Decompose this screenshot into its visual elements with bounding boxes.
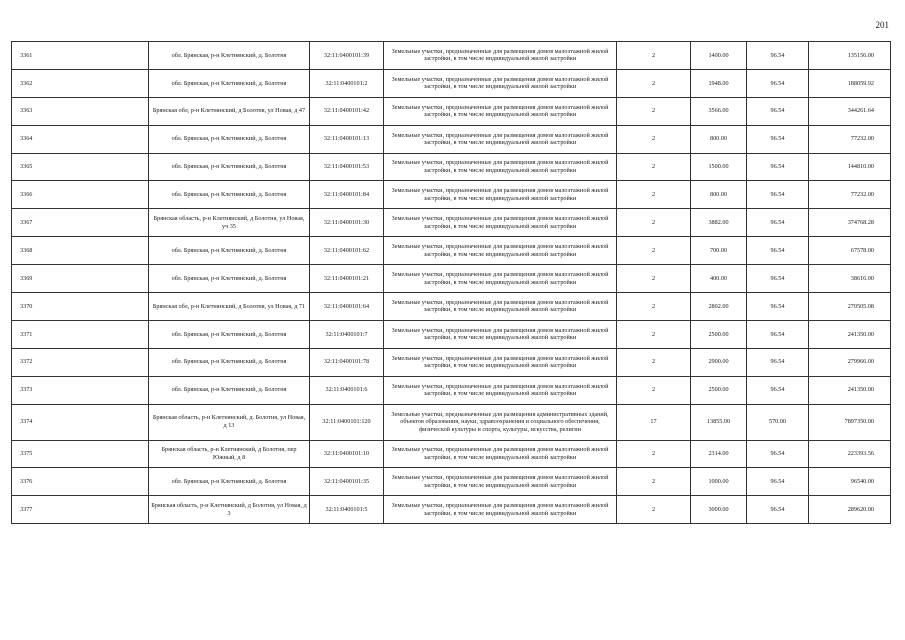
unit-value-cell: 96.54: [747, 181, 809, 209]
unit-value-cell: 96.54: [747, 265, 809, 293]
area-cell: 1400.00: [691, 42, 747, 70]
table-body: [12, 42, 891, 524]
zone-group-cell: 2: [617, 97, 691, 125]
address-cell: обл. Брянская, р-н Клетнянский, д. Болотня: [149, 468, 310, 496]
cadastral-cost-cell: 241350.00: [809, 320, 891, 348]
land-use-cell: Земельные участки, предназначенные для размещения домов малоэтажной жилой застройки, в том числе индивидуальной жилой застройки: [384, 125, 617, 153]
zone-group-cell: 17: [617, 404, 691, 440]
table-row: [12, 293, 891, 321]
cadastral-number-cell: 32:11:0400101:64: [310, 293, 384, 321]
area-cell: 1948.00: [691, 69, 747, 97]
cadastral-number-cell: 32:11:0400101:78: [310, 348, 384, 376]
cadastral-number-cell: 32:11:0400101:84: [310, 181, 384, 209]
cadastral-number-cell: 32:11:0400101:13: [310, 125, 384, 153]
cadastral-cost-cell: 135156.00: [809, 42, 891, 70]
unit-value-cell: 96.54: [747, 348, 809, 376]
cadastral-cost-cell: 77232.00: [809, 125, 891, 153]
address-cell: Брянская область, р-н Клетнянский, д Болотня, ул Новая, д 3: [149, 496, 310, 524]
cadastral-number-cell: 32:11:0400101:39: [310, 42, 384, 70]
table-row: [12, 125, 891, 153]
unit-value-cell: 96.54: [747, 468, 809, 496]
row-number: 3368: [12, 237, 149, 265]
zone-group-cell: 2: [617, 181, 691, 209]
cadastral-cost-cell: 188059.92: [809, 69, 891, 97]
area-cell: 800.00: [691, 181, 747, 209]
cadastral-number-cell: 32:11:0400101:6: [310, 376, 384, 404]
area-cell: 2500.00: [691, 320, 747, 348]
row-number: 3373: [12, 376, 149, 404]
table-row: [12, 209, 891, 237]
area-cell: 3000.00: [691, 496, 747, 524]
unit-value-cell: 96.54: [747, 69, 809, 97]
cadastral-cost-cell: 96540.00: [809, 468, 891, 496]
land-use-cell: Земельные участки, предназначенные для размещения домов малоэтажной жилой застройки, в том числе индивидуальной жилой застройки: [384, 376, 617, 404]
land-use-cell: Земельные участки, предназначенные для размещения домов малоэтажной жилой застройки, в том числе индивидуальной жилой застройки: [384, 440, 617, 468]
zone-group-cell: 2: [617, 376, 691, 404]
cadastral-cost-cell: 241350.00: [809, 376, 891, 404]
land-use-cell: Земельные участки, предназначенные для размещения домов малоэтажной жилой застройки, в том числе индивидуальной жилой застройки: [384, 209, 617, 237]
table-row: [12, 348, 891, 376]
unit-value-cell: 96.54: [747, 237, 809, 265]
zone-group-cell: 2: [617, 468, 691, 496]
land-use-cell: Земельные участки, предназначенные для размещения домов малоэтажной жилой застройки, в том числе индивидуальной жилой застройки: [384, 237, 617, 265]
row-number: 3364: [12, 125, 149, 153]
land-use-cell: Земельные участки, предназначенные для размещения домов малоэтажной жилой застройки, в том числе индивидуальной жилой застройки: [384, 181, 617, 209]
zone-group-cell: 2: [617, 153, 691, 181]
cadastral-number-cell: 32:11:0400101:62: [310, 237, 384, 265]
row-number: 3370: [12, 293, 149, 321]
unit-value-cell: 570.00: [747, 404, 809, 440]
area-cell: 800.00: [691, 125, 747, 153]
land-use-cell: Земельные участки, предназначенные для размещения домов малоэтажной жилой застройки, в том числе индивидуальной жилой застройки: [384, 496, 617, 524]
cadastral-cost-cell: 279966.00: [809, 348, 891, 376]
zone-group-cell: 2: [617, 265, 691, 293]
cadastral-number-cell: 32:11:0400101:42: [310, 97, 384, 125]
land-use-cell: Земельные участки, предназначенные для размещения домов малоэтажной жилой застройки, в том числе индивидуальной жилой застройки: [384, 42, 617, 70]
address-cell: обл. Брянская, р-н Клетнянский, д. Болотня: [149, 69, 310, 97]
cadastral-number-cell: 32:11:0400101:35: [310, 468, 384, 496]
table-row: [12, 404, 891, 440]
table-row: [12, 265, 891, 293]
cadastral-cost-cell: 289620.00: [809, 496, 891, 524]
area-cell: 3566.00: [691, 97, 747, 125]
area-cell: 2500.00: [691, 376, 747, 404]
unit-value-cell: 96.54: [747, 440, 809, 468]
cadastral-cost-cell: 77232.00: [809, 181, 891, 209]
address-cell: Брянская область, р-н Клетнянский, д Болотня, пер Южный, д 8: [149, 440, 310, 468]
area-cell: 13855.00: [691, 404, 747, 440]
cadastral-cost-cell: 7897350.00: [809, 404, 891, 440]
page-number: 201: [875, 20, 889, 30]
cadastral-cost-cell: 38616.00: [809, 265, 891, 293]
land-use-cell: Земельные участки, предназначенные для размещения административных зданий, объектов образования, науки, здравоохранения и социального обеспечения, физической культуры и спорта, культуры, искусства, религии: [384, 404, 617, 440]
zone-group-cell: 2: [617, 496, 691, 524]
land-use-cell: Земельные участки, предназначенные для размещения домов малоэтажной жилой застройки, в том числе индивидуальной жилой застройки: [384, 320, 617, 348]
unit-value-cell: 96.54: [747, 97, 809, 125]
cadastral-cost-cell: 144810.00: [809, 153, 891, 181]
zone-group-cell: 2: [617, 440, 691, 468]
address-cell: обл. Брянская, р-н Клетнянский, д. Болотня: [149, 237, 310, 265]
land-use-cell: Земельные участки, предназначенные для размещения домов малоэтажной жилой застройки, в том числе индивидуальной жилой застройки: [384, 265, 617, 293]
land-use-cell: Земельные участки, предназначенные для размещения домов малоэтажной жилой застройки, в том числе индивидуальной жилой застройки: [384, 293, 617, 321]
unit-value-cell: 96.54: [747, 320, 809, 348]
address-cell: обл. Брянская, р-н Клетнянский, д. Болотня: [149, 125, 310, 153]
cadastral-number-cell: 32:11:0400101:120: [310, 404, 384, 440]
address-cell: обл. Брянская, р-н Клетнянский, д. Болотня: [149, 153, 310, 181]
cadastral-cost-cell: 270505.08: [809, 293, 891, 321]
unit-value-cell: 96.54: [747, 153, 809, 181]
land-use-cell: Земельные участки, предназначенные для размещения домов малоэтажной жилой застройки, в том числе индивидуальной жилой застройки: [384, 153, 617, 181]
cadastral-number-cell: 32:11:0400101:7: [310, 320, 384, 348]
cadastral-cost-cell: 67578.00: [809, 237, 891, 265]
land-use-cell: Земельные участки, предназначенные для размещения домов малоэтажной жилой застройки, в том числе индивидуальной жилой застройки: [384, 97, 617, 125]
area-cell: 3882.00: [691, 209, 747, 237]
table-row: [12, 97, 891, 125]
cadastral-number-cell: 32:11:0400101:10: [310, 440, 384, 468]
address-cell: обл. Брянская, р-н Клетнянский, д. Болотня: [149, 181, 310, 209]
table-row: [12, 153, 891, 181]
unit-value-cell: 96.54: [747, 496, 809, 524]
zone-group-cell: 2: [617, 125, 691, 153]
row-number: 3377: [12, 496, 149, 524]
area-cell: 2900.00: [691, 348, 747, 376]
table-row: [12, 496, 891, 524]
address-cell: Брянская область, р-н Клетнянский, д Болотня, ул Новая, уч 35: [149, 209, 310, 237]
zone-group-cell: 2: [617, 209, 691, 237]
row-number: 3363: [12, 97, 149, 125]
address-cell: Брянская область, р-н Клетнянский, д. Болотня, ул Новая, д 13: [149, 404, 310, 440]
area-cell: 1000.00: [691, 468, 747, 496]
unit-value-cell: 96.54: [747, 376, 809, 404]
cadastral-cost-cell: 344261.64: [809, 97, 891, 125]
zone-group-cell: 2: [617, 237, 691, 265]
address-cell: Брянская обл, р-н Клетнянский, д Болотня, ул Новая, д 47: [149, 97, 310, 125]
cadastral-cost-cell: 374768.28: [809, 209, 891, 237]
row-number: 3367: [12, 209, 149, 237]
row-number: 3376: [12, 468, 149, 496]
address-cell: обл. Брянская, р-н Клетнянский, д. Болотня: [149, 376, 310, 404]
row-number: 3374: [12, 404, 149, 440]
area-cell: 1500.00: [691, 153, 747, 181]
row-number: 3375: [12, 440, 149, 468]
land-use-cell: Земельные участки, предназначенные для размещения домов малоэтажной жилой застройки, в том числе индивидуальной жилой застройки: [384, 69, 617, 97]
unit-value-cell: 96.54: [747, 209, 809, 237]
unit-value-cell: 96.54: [747, 42, 809, 70]
address-cell: обл. Брянская, р-н Клетнянский, д. Болотня: [149, 42, 310, 70]
area-cell: 2802.00: [691, 293, 747, 321]
address-cell: обл. Брянская, р-н Клетнянский, д. Болотня: [149, 265, 310, 293]
area-cell: 700.00: [691, 237, 747, 265]
area-cell: 400.00: [691, 265, 747, 293]
address-cell: Брянская обл, р-н Клетнянский, д Болотня, ул Новая, д 71: [149, 293, 310, 321]
table-row: [12, 181, 891, 209]
table-row: [12, 69, 891, 97]
table-row: [12, 440, 891, 468]
land-use-cell: Земельные участки, предназначенные для размещения домов малоэтажной жилой застройки, в том числе индивидуальной жилой застройки: [384, 468, 617, 496]
row-number: 3361: [12, 42, 149, 70]
land-use-cell: Земельные участки, предназначенные для размещения домов малоэтажной жилой застройки, в том числе индивидуальной жилой застройки: [384, 348, 617, 376]
table-row: [12, 42, 891, 70]
cadastral-number-cell: 32:11:0400101:21: [310, 265, 384, 293]
cadastral-number-cell: 32:11:0400101:30: [310, 209, 384, 237]
row-number: 3369: [12, 265, 149, 293]
cadastral-cost-cell: 223393.56: [809, 440, 891, 468]
row-number: 3366: [12, 181, 149, 209]
table-row: [12, 237, 891, 265]
table-row: [12, 468, 891, 496]
row-number: 3372: [12, 348, 149, 376]
row-number: 3365: [12, 153, 149, 181]
zone-group-cell: 2: [617, 348, 691, 376]
unit-value-cell: 96.54: [747, 125, 809, 153]
zone-group-cell: 2: [617, 69, 691, 97]
address-cell: обл. Брянская, р-н Клетнянский, д. Болотня: [149, 348, 310, 376]
row-number: 3362: [12, 69, 149, 97]
zone-group-cell: 2: [617, 293, 691, 321]
table-row: [12, 376, 891, 404]
cadastral-number-cell: 32:11:0400101:2: [310, 69, 384, 97]
address-cell: обл. Брянская, р-н Клетнянский, д. Болотня: [149, 320, 310, 348]
area-cell: 2314.00: [691, 440, 747, 468]
unit-value-cell: 96.54: [747, 293, 809, 321]
zone-group-cell: 2: [617, 42, 691, 70]
land-registry-table: [11, 41, 891, 524]
row-number: 3371: [12, 320, 149, 348]
cadastral-number-cell: 32:11:0400101:5: [310, 496, 384, 524]
table-row: [12, 320, 891, 348]
zone-group-cell: 2: [617, 320, 691, 348]
cadastral-number-cell: 32:11:0400101:53: [310, 153, 384, 181]
